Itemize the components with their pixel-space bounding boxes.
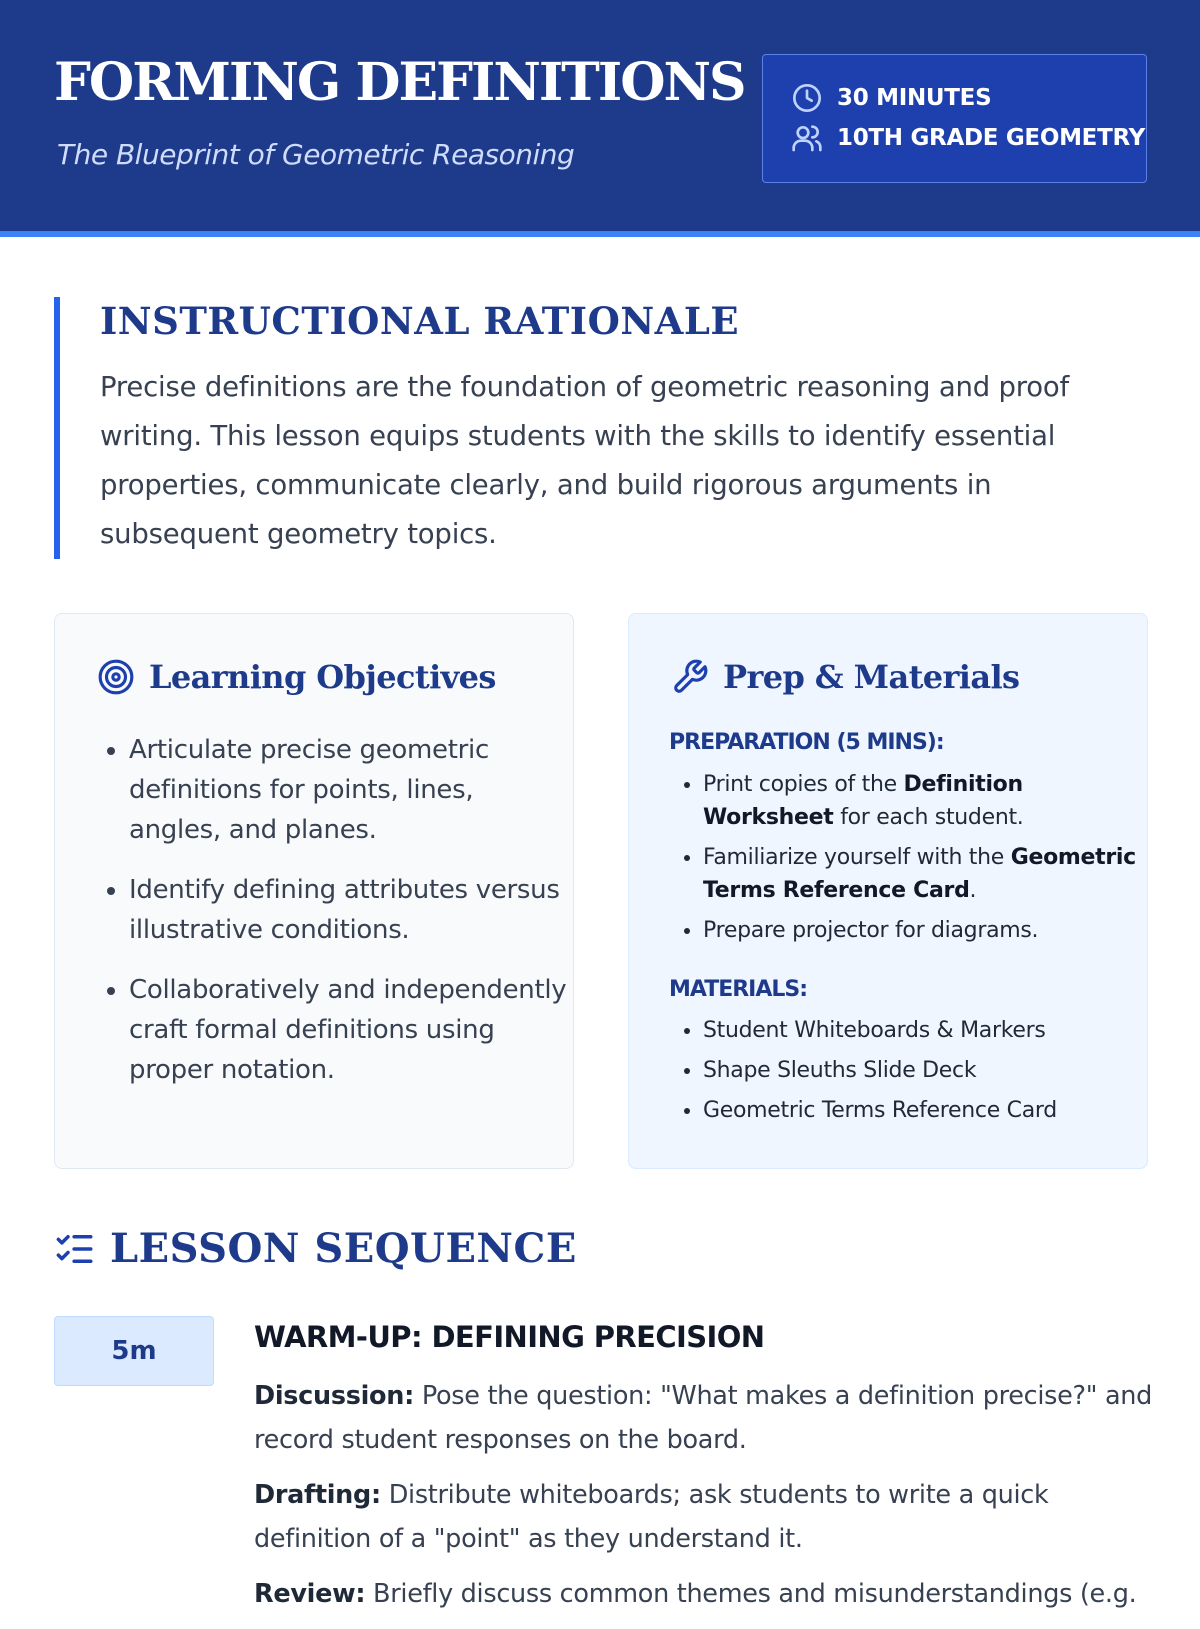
preparation-list [677, 768, 1143, 954]
rationale-text: Precise definitions are the foundation of geometric reasoning and proof writing. This lesson equips students with the skills to identify essential properties, communicate clearly, and build rigorous arguments in subsequent geometry topics. [100, 371, 1069, 550]
sequence-title: LESSON SEQUENCE [110, 1225, 577, 1272]
prep-header [671, 658, 1019, 696]
preparation-item [703, 914, 1143, 947]
rationale-section [54, 297, 1148, 559]
material-item: • Geometric Terms Reference Card [703, 1094, 1143, 1127]
preparation-item [703, 768, 1143, 834]
sequence-header [54, 1225, 577, 1272]
grade-row [791, 122, 1145, 154]
page-title: FORMING DEFINITIONS [54, 52, 745, 113]
step-paragraph-text: Briefly discuss common themes and misunderstandings (e.g. [365, 1579, 1137, 1609]
prep-text: Prepare projector for diagrams. [703, 918, 1039, 943]
lesson-meta-box [762, 54, 1147, 183]
step-paragraph [254, 1573, 1154, 1617]
prep-materials-card [628, 613, 1148, 1169]
users-icon [791, 122, 823, 154]
step-paragraph-text: Distribute whiteboards; ask students to write a quick definition of a "point" as they understand it. [254, 1480, 1049, 1554]
objectives-list [103, 730, 569, 1110]
step-paragraph [254, 1474, 1154, 1561]
target-icon [97, 658, 135, 696]
prep-text: for each student. [833, 805, 1024, 830]
duration-row [791, 82, 991, 114]
step-paragraph-label: Review: [254, 1579, 366, 1609]
prep-bold: Definition Worksheet [703, 772, 1023, 830]
objective-item: • Identify defining attributes versus illustrative conditions. [129, 870, 569, 950]
materials-label: MATERIALS: [669, 977, 808, 1002]
step-time-badge: 5m [54, 1316, 214, 1386]
prep-text: Familiarize yourself with the [703, 845, 1011, 870]
wrench-icon [671, 658, 709, 696]
step-title: WARM-UP: DEFINING PRECISION [254, 1320, 765, 1354]
step-paragraph-label: Drafting: [254, 1480, 381, 1510]
rationale-title: INSTRUCTIONAL RATIONALE [100, 299, 740, 343]
prep-bold: Geometric Terms Reference Card [703, 845, 1136, 903]
prep-text: Print copies of the [703, 772, 904, 797]
prep-text: . [969, 878, 977, 903]
preparation-label: PREPARATION (5 MINS): [669, 730, 944, 755]
step-paragraph-text: Pose the question: "What makes a definition precise?" and record student responses on the board. [254, 1381, 1153, 1455]
material-item: • Student Whiteboards & Markers [703, 1014, 1143, 1047]
lesson-header [0, 0, 1200, 237]
step-paragraph [254, 1375, 1154, 1462]
materials-list [677, 1014, 1143, 1134]
clock-icon [791, 82, 823, 114]
grade-text: 10TH GRADE GEOMETRY [837, 125, 1145, 151]
page-subtitle: The Blueprint of Geometric Reasoning [57, 138, 575, 171]
objective-item: • Articulate precise geometric definitions for points, lines, angles, and planes. [129, 730, 569, 850]
objectives-card [54, 613, 574, 1169]
step-paragraph-label: Discussion: [254, 1381, 415, 1411]
material-item: • Shape Sleuths Slide Deck [703, 1054, 1143, 1087]
objectives-title: Learning Objectives [149, 658, 496, 696]
preparation-item [703, 841, 1143, 907]
objective-item: • Collaboratively and independently craft formal definitions using proper notation. [129, 970, 569, 1090]
step-body [254, 1375, 1154, 1629]
checklist-icon [54, 1228, 96, 1270]
prep-title: Prep & Materials [723, 658, 1020, 696]
objectives-header [97, 658, 496, 696]
duration-text: 30 MINUTES [837, 85, 992, 111]
